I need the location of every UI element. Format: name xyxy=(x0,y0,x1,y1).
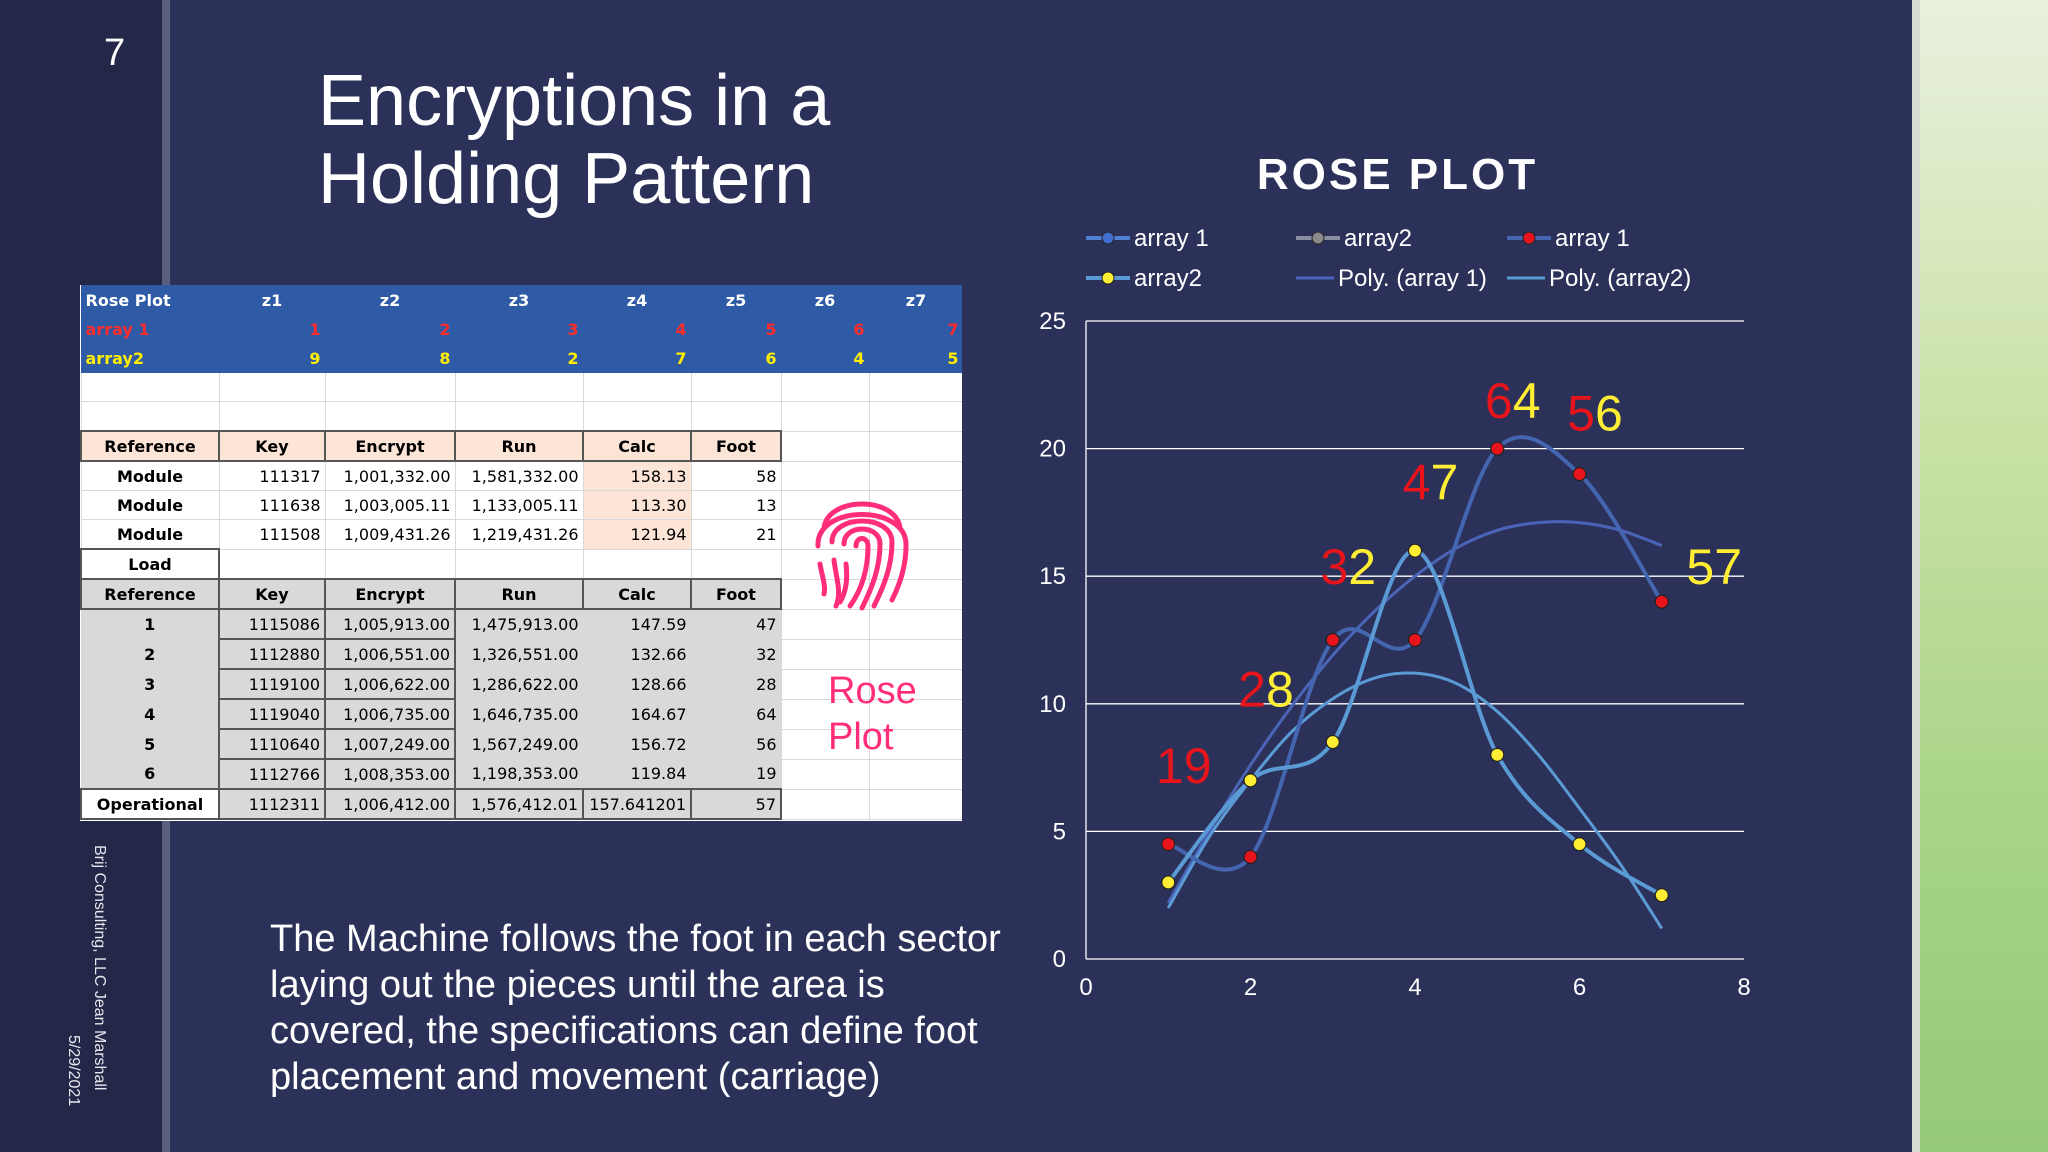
sheet-cell: 8 xyxy=(325,344,455,373)
table1-col-header: Reference xyxy=(81,431,219,461)
data-point-array-1 xyxy=(1655,595,1668,608)
data-point-array2 xyxy=(1655,889,1668,902)
slide-title xyxy=(318,62,830,218)
table2-row xyxy=(81,639,962,669)
sheet-empty-row xyxy=(81,373,962,402)
table2-cell: 1,006,735.00 xyxy=(325,699,455,729)
table1-cell: 1,581,332.00 xyxy=(455,461,583,491)
table2-row xyxy=(81,759,962,789)
rose-plot-chart xyxy=(1010,215,1770,1005)
table2-cell: 1110640 xyxy=(219,729,325,759)
table2-cell: 1,475,913.00 xyxy=(455,609,583,639)
table2-col-header: Key xyxy=(219,579,325,609)
table1-cell: Module xyxy=(81,491,219,520)
x-tick-label: 2 xyxy=(1243,974,1258,1001)
table2-cell: 1112766 xyxy=(219,759,325,789)
value-annotation: 19 xyxy=(1155,737,1212,794)
table1-cell: 1,219,431.26 xyxy=(455,520,583,550)
sheet-header-cell: Rose Plot xyxy=(81,286,219,315)
data-point-array2 xyxy=(1573,838,1586,851)
value-annotation: 32 xyxy=(1320,538,1377,595)
sheet-cell: 7 xyxy=(869,315,962,344)
legend-label: Poly. (array2) xyxy=(1549,265,1692,292)
body-text: The Machine follows the foot in each sector laying out the pieces until the area is covered, the specifications can define foot placement and movement (carriage) xyxy=(270,918,1001,1098)
table2-col-header: Run xyxy=(455,579,583,609)
sheet-cell: array 1 xyxy=(81,315,219,344)
value-annotation: 47 xyxy=(1402,454,1459,511)
series-line-array2 xyxy=(1168,551,1662,896)
table2-cell: 47 xyxy=(691,609,781,639)
legend-marker xyxy=(1102,272,1114,284)
table1-cell: Module xyxy=(81,461,219,491)
title-line-2: Holding Pattern xyxy=(318,139,815,219)
table1-col-header: Foot xyxy=(691,431,781,461)
data-point-array2 xyxy=(1162,876,1175,889)
legend-label: array2 xyxy=(1134,265,1203,292)
table1-cell: 1,001,332.00 xyxy=(325,461,455,491)
table2-cell: 56 xyxy=(691,729,781,759)
table2-cell: 1,006,551.00 xyxy=(325,639,455,669)
table2-cell: 1,326,551.00 xyxy=(455,639,583,669)
data-point-array2 xyxy=(1326,736,1339,749)
table2-total-row xyxy=(81,789,962,819)
decorative-panel xyxy=(1920,0,2048,1152)
rose-label-line-2: Plot xyxy=(828,716,894,758)
y-tick-label: 15 xyxy=(1039,563,1066,591)
table1-cell: 1,133,005.11 xyxy=(455,491,583,520)
sheet-cell: 5 xyxy=(691,315,781,344)
table2-cell: 1,198,353.00 xyxy=(455,759,583,789)
table2-col-header: Foot xyxy=(691,579,781,609)
data-point-array2 xyxy=(1244,774,1257,787)
table1-cell: 158.13 xyxy=(583,461,691,491)
table2-col-header: Reference xyxy=(81,579,219,609)
sheet-cell: 6 xyxy=(691,344,781,373)
rose-plot-label xyxy=(828,668,917,760)
table2-cell: 2 xyxy=(81,639,219,669)
x-tick-label: 6 xyxy=(1572,974,1587,1001)
table2-cell: 128.66 xyxy=(583,669,691,699)
footer-company: Brij Consulting, LLC Jean Marshall xyxy=(91,845,108,1091)
y-tick-label: 20 xyxy=(1039,435,1066,463)
rose-label-line-1: Rose xyxy=(828,670,917,712)
data-point-array-1 xyxy=(1244,850,1257,863)
table2-cell: 19 xyxy=(691,759,781,789)
table2-cell: 1,286,622.00 xyxy=(455,669,583,699)
value-annotation: 64 xyxy=(1484,372,1541,429)
sheet-cell: 3 xyxy=(455,315,583,344)
sheet-cell: 5 xyxy=(869,344,962,373)
table2-cell: 1 xyxy=(81,609,219,639)
sheet-header-cell: z7 xyxy=(869,286,962,315)
data-point-array-1 xyxy=(1326,634,1339,647)
legend-label: array 1 xyxy=(1555,225,1630,252)
sheet-empty-row xyxy=(81,402,962,432)
legend-label: array2 xyxy=(1344,225,1413,252)
table2-cell: 1,567,249.00 xyxy=(455,729,583,759)
data-point-array-1 xyxy=(1573,468,1586,481)
sheet-array2-row xyxy=(81,344,962,373)
table2-cell: 3 xyxy=(81,669,219,699)
y-tick-label: 10 xyxy=(1039,690,1066,718)
sheet-cell: 4 xyxy=(781,344,869,373)
table1-cell: 113.30 xyxy=(583,491,691,520)
table1-col-header: Key xyxy=(219,431,325,461)
data-point-array2 xyxy=(1491,748,1504,761)
legend-label: Poly. (array 1) xyxy=(1338,265,1487,292)
table1-col-header: Calc xyxy=(583,431,691,461)
table2-total-cell: 1,006,412.00 xyxy=(325,789,455,819)
table1-cell: 1,003,005.11 xyxy=(325,491,455,520)
sheet-cell: array2 xyxy=(81,344,219,373)
sheet-cell: 4 xyxy=(583,315,691,344)
y-tick-label: 5 xyxy=(1052,818,1066,846)
table2-cell: 64 xyxy=(691,699,781,729)
table2-cell: 32 xyxy=(691,639,781,669)
table1-header-row xyxy=(81,431,962,461)
legend-label: array 1 xyxy=(1134,225,1209,252)
table2-cell: 1,005,913.00 xyxy=(325,609,455,639)
sheet-cell: 2 xyxy=(455,344,583,373)
sheet-cell: 7 xyxy=(583,344,691,373)
table2-col-header: Calc xyxy=(583,579,691,609)
table2-col-header: Encrypt xyxy=(325,579,455,609)
data-point-array-1 xyxy=(1491,442,1504,455)
chart-title: ROSE PLOT xyxy=(1256,150,1539,199)
table2-cell: 1,006,622.00 xyxy=(325,669,455,699)
table2-cell: 156.72 xyxy=(583,729,691,759)
fingerprint-icon xyxy=(812,482,912,616)
title-line-1: Encryptions in a xyxy=(318,61,831,141)
table2-cell: 1112880 xyxy=(219,639,325,669)
table1-cell: 58 xyxy=(691,461,781,491)
value-annotation: 28 xyxy=(1238,661,1294,718)
table1-cell: 1,009,431.26 xyxy=(325,520,455,550)
table1-cell: 121.94 xyxy=(583,520,691,550)
sheet-cell: 6 xyxy=(781,315,869,344)
data-point-array-1 xyxy=(1162,838,1175,851)
table2-cell: 119.84 xyxy=(583,759,691,789)
sheet-header-cell: z3 xyxy=(455,286,583,315)
table2-total-cell: 1112311 xyxy=(219,789,325,819)
table2-total-cell: 157.641201 xyxy=(583,789,691,819)
table2-cell: 1119100 xyxy=(219,669,325,699)
y-tick-label: 25 xyxy=(1039,308,1066,335)
table1-col-header: Run xyxy=(455,431,583,461)
table1-cell: 111317 xyxy=(219,461,325,491)
y-tick-label: 0 xyxy=(1052,946,1066,973)
sheet-header-row xyxy=(81,286,962,315)
table2-cell: 1,646,735.00 xyxy=(455,699,583,729)
x-tick-label: 0 xyxy=(1079,974,1093,1001)
legend-marker xyxy=(1312,232,1324,244)
table2-total-cell: 57 xyxy=(691,789,781,819)
sheet-header-cell: z4 xyxy=(583,286,691,315)
table2-cell: 164.67 xyxy=(583,699,691,729)
table2-cell: 1115086 xyxy=(219,609,325,639)
sheet-header-cell: z2 xyxy=(325,286,455,315)
sheet-header-cell: z6 xyxy=(781,286,869,315)
data-point-array2 xyxy=(1409,544,1422,557)
table2-total-cell: 1,576,412.01 xyxy=(455,789,583,819)
table1-cell: 111508 xyxy=(219,520,325,550)
footer-date: 5/29/2021 xyxy=(65,1035,82,1107)
sheet-array1-row xyxy=(81,315,962,344)
load-label: Load xyxy=(81,549,219,579)
x-tick-label: 8 xyxy=(1737,974,1751,1001)
sheet-header-cell: z5 xyxy=(691,286,781,315)
table1-cell: 21 xyxy=(691,520,781,550)
table2-cell: 147.59 xyxy=(583,609,691,639)
right-divider xyxy=(1912,0,1920,1152)
slide-number: 7 xyxy=(104,32,126,74)
table1-cell: 111638 xyxy=(219,491,325,520)
table2-cell: 28 xyxy=(691,669,781,699)
table2-cell: 5 xyxy=(81,729,219,759)
value-annotation: 57 xyxy=(1686,538,1743,595)
data-point-array-1 xyxy=(1409,634,1422,647)
table2-cell: 4 xyxy=(81,699,219,729)
x-tick-label: 4 xyxy=(1408,974,1422,1001)
table1-cell: 13 xyxy=(691,491,781,520)
sheet-cell: 2 xyxy=(325,315,455,344)
table2-total-cell: Operational xyxy=(81,789,219,819)
table2-cell: 1,007,249.00 xyxy=(325,729,455,759)
value-annotation: 56 xyxy=(1567,385,1623,442)
legend-marker xyxy=(1523,232,1535,244)
legend-marker xyxy=(1102,232,1114,244)
table1-col-header: Encrypt xyxy=(325,431,455,461)
table2-cell: 1,008,353.00 xyxy=(325,759,455,789)
sheet-header-cell: z1 xyxy=(219,286,325,315)
sheet-cell: 9 xyxy=(219,344,325,373)
table2-cell: 132.66 xyxy=(583,639,691,669)
sheet-cell: 1 xyxy=(219,315,325,344)
table1-cell: Module xyxy=(81,520,219,550)
table2-cell: 1119040 xyxy=(219,699,325,729)
table2-cell: 6 xyxy=(81,759,219,789)
